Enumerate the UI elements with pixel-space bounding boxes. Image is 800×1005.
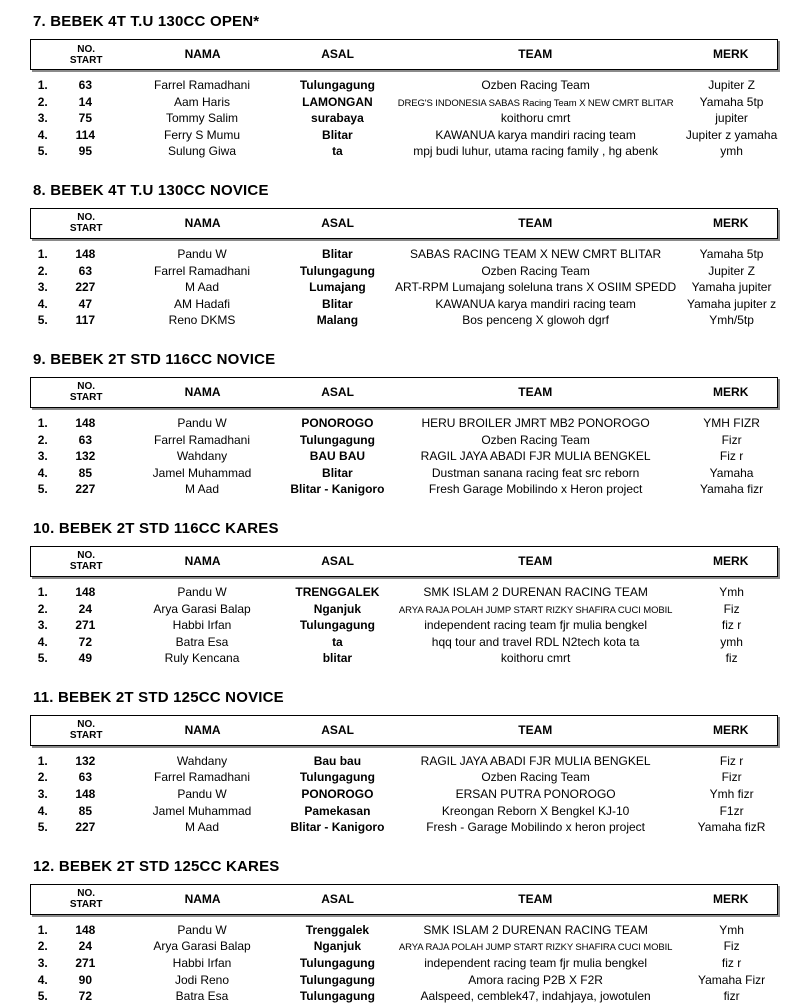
- table-row: [30, 786, 778, 803]
- cell-origin: TRENGGALEK: [295, 584, 380, 599]
- cell-team: mpj budi luhur, utama racing family , hg abenk: [413, 144, 659, 159]
- cell-rider-name: Pandu W: [177, 922, 227, 937]
- table-body: [30, 411, 778, 498]
- table-body: [30, 242, 778, 329]
- cell-brand: Fiz: [723, 601, 740, 616]
- section-title: 7. BEBEK 4T T.U 130CC OPEN*: [33, 13, 260, 30]
- cell-brand: Fiz: [723, 939, 740, 954]
- cell-start-number: 117: [75, 313, 96, 328]
- cell-position: 2.: [37, 94, 48, 109]
- cell-brand: Yamaha fizr: [700, 482, 764, 497]
- cell-start-number: 271: [75, 956, 96, 971]
- cell-brand: Yamaha: [709, 465, 754, 480]
- col-nama-header: NAMA: [184, 891, 221, 906]
- cell-position: 5.: [37, 144, 48, 159]
- table-row: [30, 143, 778, 160]
- cell-start-number: 148: [75, 584, 96, 599]
- table-row: [30, 481, 778, 498]
- table-header: [30, 546, 778, 577]
- cell-rider-name: Pandu W: [177, 584, 227, 599]
- cell-position: 2.: [37, 263, 48, 278]
- cell-team: SMK ISLAM 2 DURENAN RACING TEAM: [423, 922, 648, 937]
- table-body: [30, 749, 778, 836]
- race-section: [30, 350, 778, 498]
- cell-team: koithoru cmrt: [500, 651, 571, 666]
- cell-brand: Yamaha fizR: [697, 820, 766, 835]
- cell-brand: Ymh: [719, 922, 744, 937]
- cell-team: Fresh Garage Mobilindo x Heron project: [428, 482, 643, 497]
- cell-position: 4.: [37, 634, 48, 649]
- cell-start-number: 63: [78, 263, 93, 278]
- cell-rider-name: Tommy Salim: [166, 111, 239, 126]
- cell-position: 5.: [37, 820, 48, 835]
- cell-rider-name: M Aad: [185, 280, 220, 295]
- cell-start-number: 14: [78, 94, 93, 109]
- col-nama-header: NAMA: [184, 47, 221, 61]
- cell-origin: Tulungagung: [299, 956, 375, 971]
- cell-brand: F1zr: [719, 803, 744, 818]
- cell-rider-name: Ferry S Mumu: [164, 127, 241, 142]
- table-row: [30, 415, 778, 432]
- cell-team: ARYA RAJA POLAH JUMP START RIZKY SHAFIRA CUCI MOBIL: [398, 942, 673, 954]
- cell-team: DREG'S INDONESIA SABAS Racing Team X NEW CMRT BLITAR: [397, 97, 674, 109]
- cell-origin: surabaya: [311, 111, 364, 126]
- table-row: [30, 601, 778, 618]
- sections-container: [30, 12, 778, 1005]
- col-no-start-line1: NO.: [77, 43, 96, 55]
- table-row: [30, 312, 778, 329]
- col-asal-header: ASAL: [321, 384, 354, 399]
- table-row: [30, 922, 778, 939]
- table-row: [30, 246, 778, 263]
- section-title: 10. BEBEK 2T STD 116CC KARES: [33, 519, 279, 537]
- cell-brand: fiz r: [721, 956, 742, 971]
- cell-team: Amora racing P2B X F2R: [468, 972, 603, 987]
- table-row: [30, 955, 778, 972]
- col-team-header: TEAM: [518, 47, 553, 61]
- col-no-start-line2: START: [69, 392, 103, 404]
- cell-position: 3.: [37, 956, 48, 971]
- cell-start-number: 72: [78, 989, 93, 1004]
- cell-start-number: 271: [75, 618, 96, 633]
- col-no-start-line1: NO.: [77, 550, 96, 562]
- cell-position: 2.: [37, 601, 48, 616]
- cell-brand: Yamaha jupiter: [691, 280, 772, 295]
- cell-start-number: 114: [75, 127, 96, 142]
- cell-origin: blitar: [322, 651, 353, 666]
- cell-team: ERSAN PUTRA PONOROGO: [455, 787, 616, 802]
- col-no-start-line2: START: [69, 223, 103, 235]
- cell-team: Bos penceng X glowoh dgrf: [462, 313, 609, 328]
- col-team-header: TEAM: [518, 553, 553, 568]
- section-title: 9. BEBEK 2T STD 116CC NOVICE: [33, 350, 276, 368]
- cell-team: ART-RPM Lumajang soleluna trans X OSIIM SPEDD: [394, 280, 677, 295]
- cell-origin: Blitar: [322, 465, 353, 480]
- cell-position: 1.: [37, 922, 48, 937]
- col-no-start-header: [56, 719, 116, 741]
- cell-rider-name: Jodi Reno: [174, 972, 230, 987]
- cell-position: 3.: [37, 618, 48, 633]
- cell-origin: Blitar - Kanigoro: [290, 482, 385, 497]
- cell-team: KAWANUA karya mandiri racing team: [435, 127, 636, 142]
- col-asal-header: ASAL: [321, 722, 354, 737]
- table-header: [30, 715, 778, 746]
- table-row: [30, 296, 778, 313]
- cell-origin: Tulungagung: [299, 972, 375, 987]
- cell-start-number: 63: [78, 432, 93, 447]
- cell-position: 4.: [37, 127, 48, 142]
- cell-brand: YMH FIZR: [703, 415, 760, 430]
- col-merk-header: MERK: [713, 722, 749, 737]
- col-no-start-header: [56, 888, 116, 910]
- col-team-header: TEAM: [518, 215, 553, 230]
- cell-position: 3.: [37, 787, 48, 802]
- cell-position: 3.: [37, 111, 48, 126]
- cell-start-number: 227: [75, 820, 96, 835]
- cell-rider-name: Farrel Ramadhani: [153, 770, 251, 785]
- results-table: [30, 377, 778, 498]
- cell-rider-name: M Aad: [185, 820, 220, 835]
- table-row: [30, 938, 778, 955]
- cell-position: 5.: [37, 989, 48, 1004]
- cell-position: 4.: [37, 972, 48, 987]
- cell-start-number: 75: [78, 111, 93, 126]
- col-team-header: TEAM: [518, 384, 553, 399]
- cell-start-number: 85: [78, 803, 93, 818]
- col-asal-header: ASAL: [321, 553, 354, 568]
- cell-rider-name: Farrel Ramadhani: [153, 432, 251, 447]
- cell-start-number: 132: [75, 753, 96, 768]
- cell-team: Ozben Racing Team: [481, 263, 590, 278]
- cell-team: Dustman sanana racing feat src reborn: [431, 465, 640, 480]
- table-header: [30, 377, 778, 408]
- cell-position: 5.: [37, 651, 48, 666]
- col-no-start-line1: NO.: [77, 212, 96, 224]
- col-no-start-line1: NO.: [77, 719, 96, 731]
- cell-origin: Tulungagung: [299, 432, 375, 447]
- cell-team: independent racing team fjr mulia bengkel: [424, 618, 648, 633]
- table-row: [30, 279, 778, 296]
- cell-team: SABAS RACING TEAM X NEW CMRT BLITAR: [410, 246, 662, 261]
- cell-team: RAGIL JAYA ABADI FJR MULIA BENGKEL: [420, 449, 651, 464]
- cell-rider-name: AM Hadafi: [174, 296, 231, 311]
- race-section: [30, 12, 778, 160]
- table-header: [30, 884, 778, 915]
- cell-position: 1.: [37, 415, 48, 430]
- cell-origin: Blitar: [322, 246, 353, 261]
- table-row: [30, 448, 778, 465]
- cell-origin: Bau bau: [313, 753, 362, 768]
- cell-position: 3.: [37, 280, 48, 295]
- cell-rider-name: Wahdany: [176, 449, 228, 464]
- cell-brand: Yamaha 5tp: [699, 94, 764, 109]
- cell-start-number: 90: [78, 972, 93, 987]
- cell-rider-name: Habbi Irfan: [172, 956, 232, 971]
- table-row: [30, 617, 778, 634]
- cell-origin: LAMONGAN: [302, 94, 373, 109]
- col-asal-header: ASAL: [321, 47, 354, 61]
- cell-position: 3.: [37, 449, 48, 464]
- results-table: [30, 715, 778, 836]
- table-row: [30, 127, 778, 144]
- cell-rider-name: Arya Garasi Balap: [153, 601, 251, 616]
- table-row: [30, 263, 778, 280]
- cell-position: 5.: [37, 313, 48, 328]
- col-nama-header: NAMA: [184, 722, 221, 737]
- cell-rider-name: Farrel Ramadhani: [153, 263, 251, 278]
- cell-brand: Yamaha 5tp: [699, 246, 764, 261]
- table-body: [30, 918, 778, 1005]
- cell-position: 1.: [37, 246, 48, 261]
- cell-team: Fresh - Garage Mobilindo x heron project: [426, 820, 645, 835]
- cell-origin: Nganjuk: [313, 601, 362, 616]
- table-row: [30, 769, 778, 786]
- col-merk-header: MERK: [713, 891, 749, 906]
- col-no-start-line2: START: [69, 54, 103, 66]
- table-row: [30, 819, 778, 836]
- col-nama-header: NAMA: [184, 553, 221, 568]
- cell-position: 2.: [37, 770, 48, 785]
- cell-rider-name: Jamel Muhammad: [152, 465, 252, 480]
- cell-origin: Nganjuk: [313, 939, 362, 954]
- cell-team: hqq tour and travel RDL N2tech kota ta: [431, 634, 640, 649]
- table-row: [30, 972, 778, 989]
- results-table: [30, 884, 778, 1005]
- cell-rider-name: Batra Esa: [175, 634, 229, 649]
- col-no-start-line1: NO.: [77, 888, 96, 900]
- results-table: [30, 208, 778, 329]
- cell-brand: Jupiter z yamaha: [685, 127, 778, 142]
- cell-rider-name: Wahdany: [176, 753, 228, 768]
- cell-position: 2.: [37, 432, 48, 447]
- col-nama-header: NAMA: [184, 384, 221, 399]
- cell-team: SMK ISLAM 2 DURENAN RACING TEAM: [423, 584, 648, 599]
- cell-team: koithoru cmrt: [500, 111, 571, 126]
- cell-start-number: 85: [78, 465, 93, 480]
- col-merk-header: MERK: [713, 384, 749, 399]
- cell-start-number: 47: [78, 296, 93, 311]
- cell-origin: Trenggalek: [305, 922, 370, 937]
- col-asal-header: ASAL: [321, 215, 354, 230]
- cell-brand: Yamaha jupiter z: [687, 296, 777, 311]
- cell-brand: Yamaha Fizr: [698, 972, 766, 987]
- cell-position: 5.: [37, 482, 48, 497]
- cell-rider-name: Reno DKMS: [168, 313, 236, 328]
- race-section: [30, 857, 778, 1005]
- cell-start-number: 227: [75, 280, 96, 295]
- cell-rider-name: Jamel Muhammad: [152, 803, 252, 818]
- table-row: [30, 988, 778, 1005]
- cell-start-number: 63: [78, 78, 93, 92]
- cell-start-number: 148: [75, 415, 96, 430]
- col-merk-header: MERK: [713, 553, 749, 568]
- table-row: [30, 803, 778, 820]
- cell-team: HERU BROILER JMRT MB2 PONOROGO: [421, 415, 650, 430]
- cell-team: Ozben Racing Team: [481, 770, 590, 785]
- col-no-start-header: [56, 212, 116, 234]
- cell-position: 4.: [37, 465, 48, 480]
- cell-rider-name: Arya Garasi Balap: [153, 939, 251, 954]
- col-no-start-header: [56, 381, 116, 403]
- table-row: [30, 94, 778, 111]
- cell-rider-name: Pandu W: [177, 415, 227, 430]
- cell-rider-name: M Aad: [185, 482, 220, 497]
- section-title: 8. BEBEK 4T T.U 130CC NOVICE: [33, 181, 269, 199]
- cell-brand: Ymh/5tp: [709, 313, 754, 328]
- cell-start-number: 24: [78, 939, 93, 954]
- cell-position: 1.: [37, 753, 48, 768]
- cell-team: Ozben Racing Team: [481, 78, 590, 92]
- col-no-start-line1: NO.: [77, 381, 96, 393]
- col-team-header: TEAM: [518, 722, 553, 737]
- table-row: [30, 465, 778, 482]
- cell-brand: ymh: [720, 144, 743, 159]
- cell-brand: fizr: [723, 989, 740, 1004]
- race-section: [30, 688, 778, 836]
- cell-brand: Fiz r: [719, 449, 744, 464]
- cell-team: ARYA RAJA POLAH JUMP START RIZKY SHAFIRA CUCI MOBIL: [398, 604, 673, 616]
- cell-start-number: 148: [75, 787, 96, 802]
- cell-origin: BAU BAU: [309, 449, 366, 464]
- results-table: [30, 546, 778, 667]
- col-merk-header: MERK: [713, 215, 749, 230]
- cell-brand: Ymh fizr: [709, 787, 754, 802]
- table-body: [30, 580, 778, 667]
- table-row: [30, 634, 778, 651]
- cell-start-number: 95: [78, 144, 93, 159]
- cell-start-number: 227: [75, 482, 96, 497]
- cell-rider-name: Pandu W: [177, 787, 227, 802]
- col-no-start-line2: START: [69, 561, 103, 573]
- col-team-header: TEAM: [518, 891, 553, 906]
- table-row: [30, 753, 778, 770]
- cell-origin: Blitar: [322, 296, 353, 311]
- cell-position: 4.: [37, 803, 48, 818]
- cell-rider-name: Farrel Ramadhani: [153, 78, 251, 92]
- cell-position: 1.: [37, 78, 48, 92]
- cell-brand: ymh: [720, 634, 743, 649]
- section-title: 11. BEBEK 2T STD 125CC NOVICE: [33, 688, 284, 706]
- col-no-start-header: [56, 44, 116, 66]
- section-title: 12. BEBEK 2T STD 125CC KARES: [33, 857, 280, 875]
- col-nama-header: NAMA: [184, 215, 221, 230]
- cell-team: independent racing team fjr mulia bengkel: [424, 956, 648, 971]
- cell-origin: Blitar: [322, 127, 353, 142]
- cell-origin: Tulungagung: [299, 263, 375, 278]
- cell-brand: Jupiter Z: [708, 78, 755, 92]
- cell-position: 2.: [37, 939, 48, 954]
- cell-brand: Fizr: [721, 432, 742, 447]
- cell-origin: Tulungagung: [299, 618, 375, 633]
- race-section: [30, 181, 778, 329]
- cell-brand: Fiz r: [719, 753, 744, 768]
- cell-team: Ozben Racing Team: [481, 432, 590, 447]
- cell-start-number: 72: [78, 634, 93, 649]
- cell-origin: ta: [332, 634, 343, 649]
- cell-team: RAGIL JAYA ABADI FJR MULIA BENGKEL: [420, 753, 651, 768]
- cell-start-number: 49: [78, 651, 93, 666]
- cell-start-number: 148: [75, 922, 96, 937]
- cell-team: KAWANUA karya mandiri racing team: [435, 296, 636, 311]
- race-section: [30, 519, 778, 667]
- cell-position: 1.: [37, 584, 48, 599]
- table-row: [30, 432, 778, 449]
- cell-origin: Tulungagung: [299, 989, 375, 1004]
- cell-start-number: 132: [75, 449, 96, 464]
- cell-brand: Ymh: [719, 584, 744, 599]
- table-row: [30, 77, 778, 94]
- cell-origin: PONOROGO: [301, 787, 374, 802]
- cell-origin: Tulungagung: [299, 78, 375, 92]
- cell-rider-name: Habbi Irfan: [172, 618, 232, 633]
- table-header: [30, 39, 778, 70]
- col-no-start-line2: START: [69, 730, 103, 742]
- cell-brand: fiz r: [721, 618, 742, 633]
- table-row: [30, 650, 778, 667]
- cell-rider-name: Ruly Kencana: [164, 651, 240, 666]
- cell-brand: Fizr: [721, 770, 742, 785]
- cell-rider-name: Batra Esa: [175, 989, 229, 1004]
- cell-rider-name: Pandu W: [177, 246, 227, 261]
- cell-brand: fiz: [725, 651, 738, 666]
- cell-start-number: 63: [78, 770, 93, 785]
- table-row: [30, 584, 778, 601]
- col-no-start-header: [56, 550, 116, 572]
- cell-rider-name: Aam Haris: [174, 94, 231, 109]
- cell-origin: Malang: [316, 313, 359, 328]
- table-body: [30, 73, 778, 160]
- col-merk-header: MERK: [713, 47, 749, 61]
- cell-origin: Blitar - Kanigoro: [290, 820, 385, 835]
- cell-origin: ta: [332, 144, 343, 159]
- cell-position: 4.: [37, 296, 48, 311]
- results-table: [30, 39, 778, 160]
- cell-rider-name: Sulung Giwa: [167, 144, 237, 159]
- cell-team: Aalspeed, cemblek47, indahjaya, jowotulen: [420, 989, 651, 1004]
- table-header: [30, 208, 778, 239]
- col-no-start-line2: START: [69, 899, 103, 911]
- col-asal-header: ASAL: [321, 891, 354, 906]
- cell-start-number: 24: [78, 601, 93, 616]
- cell-brand: Jupiter Z: [708, 263, 755, 278]
- cell-team: Kreongan Reborn X Bengkel KJ-10: [441, 803, 630, 818]
- cell-brand: jupiter: [715, 111, 748, 126]
- cell-origin: Tulungagung: [299, 770, 375, 785]
- cell-origin: Pamekasan: [304, 803, 371, 818]
- cell-origin: Lumajang: [309, 280, 366, 295]
- table-row: [30, 110, 778, 127]
- cell-start-number: 148: [75, 246, 96, 261]
- cell-origin: PONOROGO: [301, 415, 374, 430]
